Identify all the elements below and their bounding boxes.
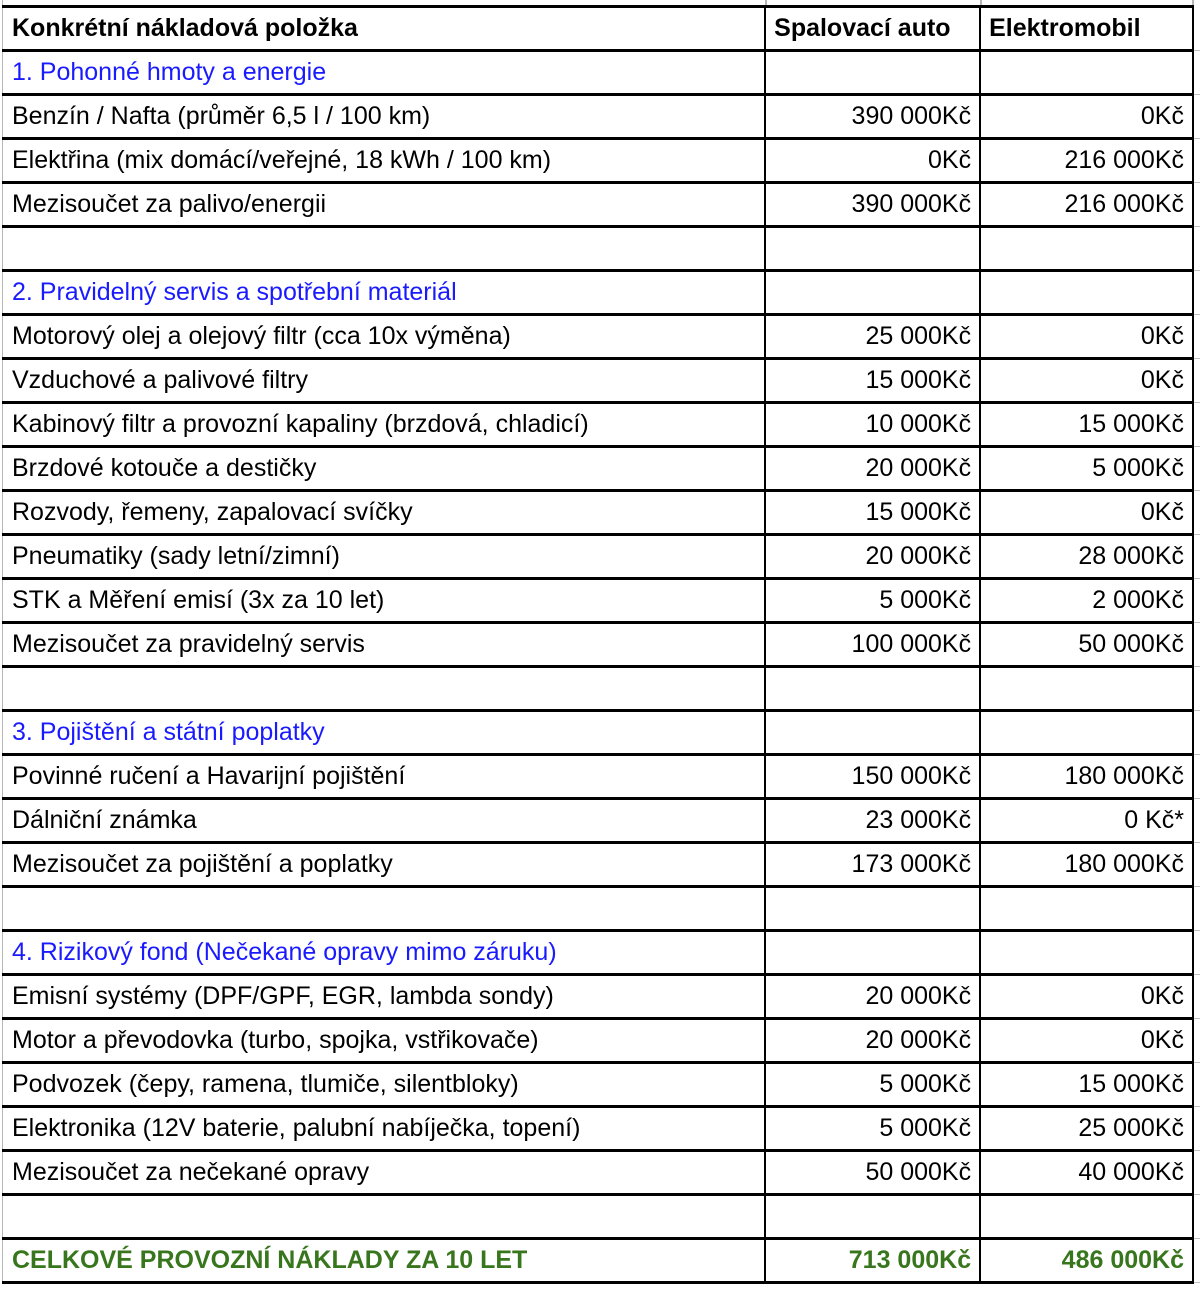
table-row [3,579,1200,623]
cell-item-label[interactable] [3,1195,766,1239]
cell-elektromobil-value[interactable]: 180 000Kč [980,843,1193,887]
cell-spalovaci-auto-value[interactable]: 713 000Kč [765,1239,980,1283]
cell-item-label[interactable]: Povinné ručení a Havarijní pojištění [3,755,766,799]
column-header-spalovaci-auto[interactable]: Spalovací auto [765,7,980,51]
cell-spalovaci-auto-value[interactable]: 15 000Kč [765,359,980,403]
cell-elektromobil-value[interactable] [980,887,1193,931]
cell-elektromobil-value[interactable]: 15 000Kč [980,1063,1193,1107]
gridline-stub-cell [1193,7,1200,51]
cell-item-label[interactable]: CELKOVÉ PROVOZNÍ NÁKLADY ZA 10 LET [3,1239,766,1283]
table-row [3,799,1200,843]
gridline-stub-cell [1193,51,1200,95]
cell-elektromobil-value[interactable]: 50 000Kč [980,623,1193,667]
table-row [3,447,1200,491]
gridline-stub-cell [1193,139,1200,183]
column-header-elektromobil[interactable]: Elektromobil [980,7,1193,51]
table-row [3,403,1200,447]
cell-item-label[interactable]: Mezisoučet za pravidelný servis [3,623,766,667]
gridline-stub-cell [1193,1063,1200,1107]
gridline-stub-cell [1193,535,1200,579]
cell-spalovaci-auto-value[interactable]: 20 000Kč [765,535,980,579]
table-row [3,1151,1200,1195]
gridline-stub-cell [1193,403,1200,447]
cell-elektromobil-value[interactable] [980,667,1193,711]
cell-spalovaci-auto-value[interactable]: 150 000Kč [765,755,980,799]
cell-item-label[interactable]: Mezisoučet za pojištění a poplatky [3,843,766,887]
table-row [3,139,1200,183]
cell-spalovaci-auto-value[interactable]: 23 000Kč [765,799,980,843]
gridline-stub-cell [1193,975,1200,1019]
cell-spalovaci-auto-value[interactable] [765,51,980,95]
table-row [3,227,1200,271]
cell-elektromobil-value[interactable] [980,1195,1193,1239]
gridline-stub-cell [1193,447,1200,491]
table-row [3,1195,1200,1239]
cell-spalovaci-auto-value[interactable]: 25 000Kč [765,315,980,359]
gridline-stub-cell [1193,271,1200,315]
table-row [3,887,1200,931]
cell-elektromobil-value[interactable]: 0Kč [980,315,1193,359]
gridline-stub-cell [1193,887,1200,931]
cell-item-label[interactable]: Elektřina (mix domácí/veřejné, 18 kWh / 100 km) [3,139,766,183]
cell-elektromobil-value[interactable]: 0Kč [980,95,1193,139]
gridline-stub-cell [1193,667,1200,711]
gridline-stub-cell [1193,1019,1200,1063]
table-row [3,623,1200,667]
gridline-stub-cell [1193,491,1200,535]
cell-elektromobil-value[interactable] [980,51,1193,95]
cell-item-label[interactable]: Dálniční známka [3,799,766,843]
cell-item-label[interactable] [3,667,766,711]
cell-item-label[interactable]: Vzduchové a palivové filtry [3,359,766,403]
cell-spalovaci-auto-value[interactable]: 5 000Kč [765,1063,980,1107]
cell-spalovaci-auto-value[interactable]: 50 000Kč [765,1151,980,1195]
cell-spalovaci-auto-value[interactable]: 0Kč [765,139,980,183]
table-row [3,1019,1200,1063]
cell-item-label[interactable]: STK a Měření emisí (3x za 10 let) [3,579,766,623]
gridline-stub-cell [1193,843,1200,887]
cell-spalovaci-auto-value[interactable] [765,887,980,931]
table-row [3,1107,1200,1151]
table-row [3,975,1200,1019]
cell-item-label[interactable]: Benzín / Nafta (průměr 6,5 l / 100 km) [3,95,766,139]
table-row [3,1239,1200,1283]
cell-item-label[interactable] [3,227,766,271]
cell-spalovaci-auto-value[interactable]: 5 000Kč [765,579,980,623]
cell-elektromobil-value[interactable]: 0Kč [980,975,1193,1019]
cell-elektromobil-value[interactable]: 0 Kč* [980,799,1193,843]
cell-elektromobil-value[interactable] [980,227,1193,271]
table-row [3,359,1200,403]
table-row [3,315,1200,359]
cell-item-label[interactable]: Rozvody, řemeny, zapalovací svíčky [3,491,766,535]
gridline-stub-cell [1193,711,1200,755]
cell-elektromobil-value[interactable]: 28 000Kč [980,535,1193,579]
cell-spalovaci-auto-value[interactable]: 20 000Kč [765,1019,980,1063]
cell-item-label[interactable]: 2. Pravidelný servis a spotřební materiál [3,271,766,315]
cell-spalovaci-auto-value[interactable]: 5 000Kč [765,1107,980,1151]
cell-elektromobil-value[interactable]: 180 000Kč [980,755,1193,799]
table-row [3,843,1200,887]
gridline-stub-cell [1193,579,1200,623]
cell-elektromobil-value[interactable]: 25 000Kč [980,1107,1193,1151]
cell-elektromobil-value[interactable]: 2 000Kč [980,579,1193,623]
cell-elektromobil-value[interactable]: 5 000Kč [980,447,1193,491]
gridline-stub-cell [1193,931,1200,975]
cell-item-label[interactable]: Motorový olej a olejový filtr (cca 10x výměna) [3,315,766,359]
cell-item-label[interactable]: Brzdové kotouče a destičky [3,447,766,491]
cell-elektromobil-value[interactable] [980,711,1193,755]
cell-spalovaci-auto-value[interactable]: 390 000Kč [765,183,980,227]
column-header-item[interactable]: Konkrétní nákladová položka [3,7,766,51]
cost-comparison-table [2,5,1200,1284]
cell-spalovaci-auto-value[interactable]: 390 000Kč [765,95,980,139]
cell-spalovaci-auto-value[interactable]: 10 000Kč [765,403,980,447]
table-row [3,755,1200,799]
gridline-stub-cell [1193,799,1200,843]
table-row [3,931,1200,975]
cell-item-label[interactable] [3,887,766,931]
cell-elektromobil-value[interactable] [980,931,1193,975]
cell-item-label[interactable]: 4. Rizikový fond (Nečekané opravy mimo záruku) [3,931,766,975]
table-body [3,51,1200,1283]
table-row [3,271,1200,315]
cell-elektromobil-value[interactable]: 216 000Kč [980,139,1193,183]
cell-spalovaci-auto-value[interactable]: 15 000Kč [765,491,980,535]
table-row [3,183,1200,227]
gridline-stub-cell [1193,183,1200,227]
cell-spalovaci-auto-value[interactable] [765,667,980,711]
cell-elektromobil-value[interactable]: 0Kč [980,1019,1193,1063]
cell-spalovaci-auto-value[interactable]: 100 000Kč [765,623,980,667]
table-row [3,491,1200,535]
table-row [3,535,1200,579]
gridline-stub-cell [1193,1107,1200,1151]
cell-elektromobil-value[interactable] [980,271,1193,315]
cell-elektromobil-value[interactable]: 40 000Kč [980,1151,1193,1195]
cell-elektromobil-value[interactable]: 0Kč [980,491,1193,535]
cell-item-label[interactable]: Podvozek (čepy, ramena, tlumiče, silentbloky) [3,1063,766,1107]
cell-spalovaci-auto-value[interactable]: 20 000Kč [765,975,980,1019]
cell-item-label[interactable]: Mezisoučet za nečekané opravy [3,1151,766,1195]
cell-spalovaci-auto-value[interactable] [765,711,980,755]
cell-spalovaci-auto-value[interactable] [765,1195,980,1239]
cell-spalovaci-auto-value[interactable]: 173 000Kč [765,843,980,887]
gridline-stub-cell [1193,315,1200,359]
cell-elektromobil-value[interactable]: 486 000Kč [980,1239,1193,1283]
cell-spalovaci-auto-value[interactable] [765,227,980,271]
gridline-stub-cell [1193,1195,1200,1239]
cell-elektromobil-value[interactable]: 0Kč [980,359,1193,403]
gridline-stub-cell [1193,755,1200,799]
cell-item-label[interactable]: Emisní systémy (DPF/GPF, EGR, lambda sondy) [3,975,766,1019]
cell-spalovaci-auto-value[interactable] [765,931,980,975]
cell-item-label[interactable]: Elektronika (12V baterie, palubní nabíječka, topení) [3,1107,766,1151]
cell-elektromobil-value[interactable]: 216 000Kč [980,183,1193,227]
cell-item-label[interactable]: 1. Pohonné hmoty a energie [3,51,766,95]
gridline-stub-cell [1193,1239,1200,1283]
table-row [3,711,1200,755]
table-row [3,95,1200,139]
table-row [3,1063,1200,1107]
table-row [3,51,1200,95]
cell-item-label[interactable]: 3. Pojištění a státní poplatky [3,711,766,755]
table-row [3,667,1200,711]
gridline-stub-cell [1193,1151,1200,1195]
cell-elektromobil-value[interactable]: 15 000Kč [980,403,1193,447]
cell-item-label[interactable]: Pneumatiky (sady letní/zimní) [3,535,766,579]
gridline-stub-cell [1193,623,1200,667]
table-header-row [3,7,1200,51]
cell-item-label[interactable]: Motor a převodovka (turbo, spojka, vstřikovače) [3,1019,766,1063]
gridline-stub-cell [1193,95,1200,139]
cell-spalovaci-auto-value[interactable] [765,271,980,315]
cell-spalovaci-auto-value[interactable]: 20 000Kč [765,447,980,491]
cell-item-label[interactable]: Kabinový filtr a provozní kapaliny (brzdová, chladicí) [3,403,766,447]
gridline-stub-cell [1193,359,1200,403]
gridline-stub-cell [1193,227,1200,271]
cell-item-label[interactable]: Mezisoučet za palivo/energii [3,183,766,227]
